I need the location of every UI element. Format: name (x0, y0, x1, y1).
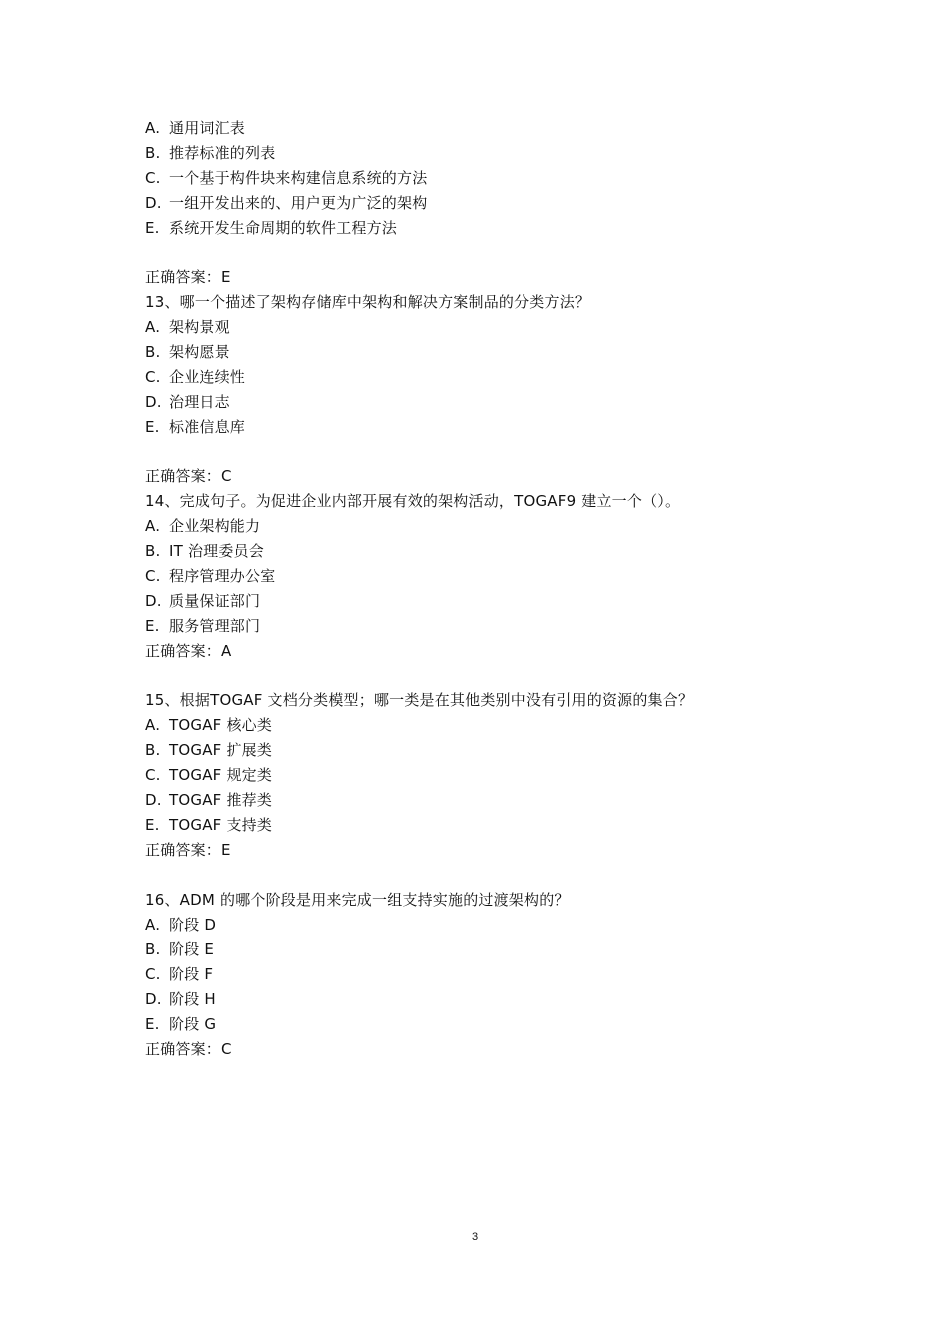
question-block-14 (145, 489, 845, 688)
option-a: A. 架构景观 (145, 318, 230, 337)
question-block-15 (145, 688, 845, 887)
option-b: B. 架构愿景 (145, 343, 230, 362)
option-d: D. 阶段 H (145, 990, 216, 1009)
spacer (145, 440, 845, 465)
option-e: E. 阶段 G (145, 1015, 217, 1034)
option-d: D. 一组开发出来的、用户更为广泛的架构 (145, 193, 428, 212)
answer-line: 正确答案：E (145, 268, 231, 287)
answer-line: 正确答案：E (145, 840, 231, 859)
option-e: E. TOGAF 支持类 (145, 815, 273, 834)
option-c: C. 程序管理办公室 (145, 567, 276, 586)
option-a: A. 通用词汇表 (145, 119, 246, 137)
question-block-12 (145, 116, 845, 290)
spacer (145, 664, 845, 689)
question-text: 14、完成句子。为促进企业内部开展有效的架构活动，TOGAF9 建立一个（）。 (145, 492, 681, 511)
spacer (145, 863, 845, 888)
option-d: D. TOGAF 推荐类 (145, 791, 273, 810)
spacer (145, 240, 845, 265)
option-d: D. 质量保证部门 (145, 591, 261, 610)
option-c: C. 阶段 F (145, 965, 214, 984)
option-b: B. 推荐标准的列表 (145, 143, 276, 162)
answer-line: 正确答案：A (145, 641, 232, 660)
answer-line: 正确答案：C (145, 1039, 232, 1058)
option-a: A. TOGAF 核心类 (145, 716, 273, 735)
option-d: D. 治理日志 (145, 392, 230, 411)
option-c: C. 企业连续性 (145, 367, 246, 386)
question-text: 16、ADM 的哪个阶段是用来完成一组支持实施的过渡架构的？ (145, 890, 570, 909)
document-content (145, 116, 845, 1062)
option-e: E. 服务管理部门 (145, 616, 261, 635)
option-b: B. IT 治理委员会 (145, 542, 264, 561)
option-a: A. 企业架构能力 (145, 517, 261, 536)
answer-line: 正确答案：C (145, 467, 232, 486)
question-text: 15、根据TOGAF 文档分类模型；哪一类是在其他类别中没有引用的资源的集合？ (145, 691, 694, 710)
question-block-16 (145, 888, 845, 1062)
option-e: E. 标准信息库 (145, 417, 246, 436)
option-c: C. 一个基于构件块来构建信息系统的方法 (145, 168, 428, 187)
option-b: B. TOGAF 扩展类 (145, 741, 273, 760)
option-e: E. 系统开发生命周期的软件工程方法 (145, 218, 398, 237)
option-a: A. 阶段 D (145, 915, 217, 934)
question-text: 13、哪一个描述了架构存储库中架构和解决方案制品的分类方法？ (145, 293, 591, 312)
option-c: C. TOGAF 规定类 (145, 766, 273, 785)
question-block-13 (145, 290, 845, 489)
page-number: 3 (471, 1231, 479, 1243)
option-b: B. 阶段 E (145, 940, 215, 959)
